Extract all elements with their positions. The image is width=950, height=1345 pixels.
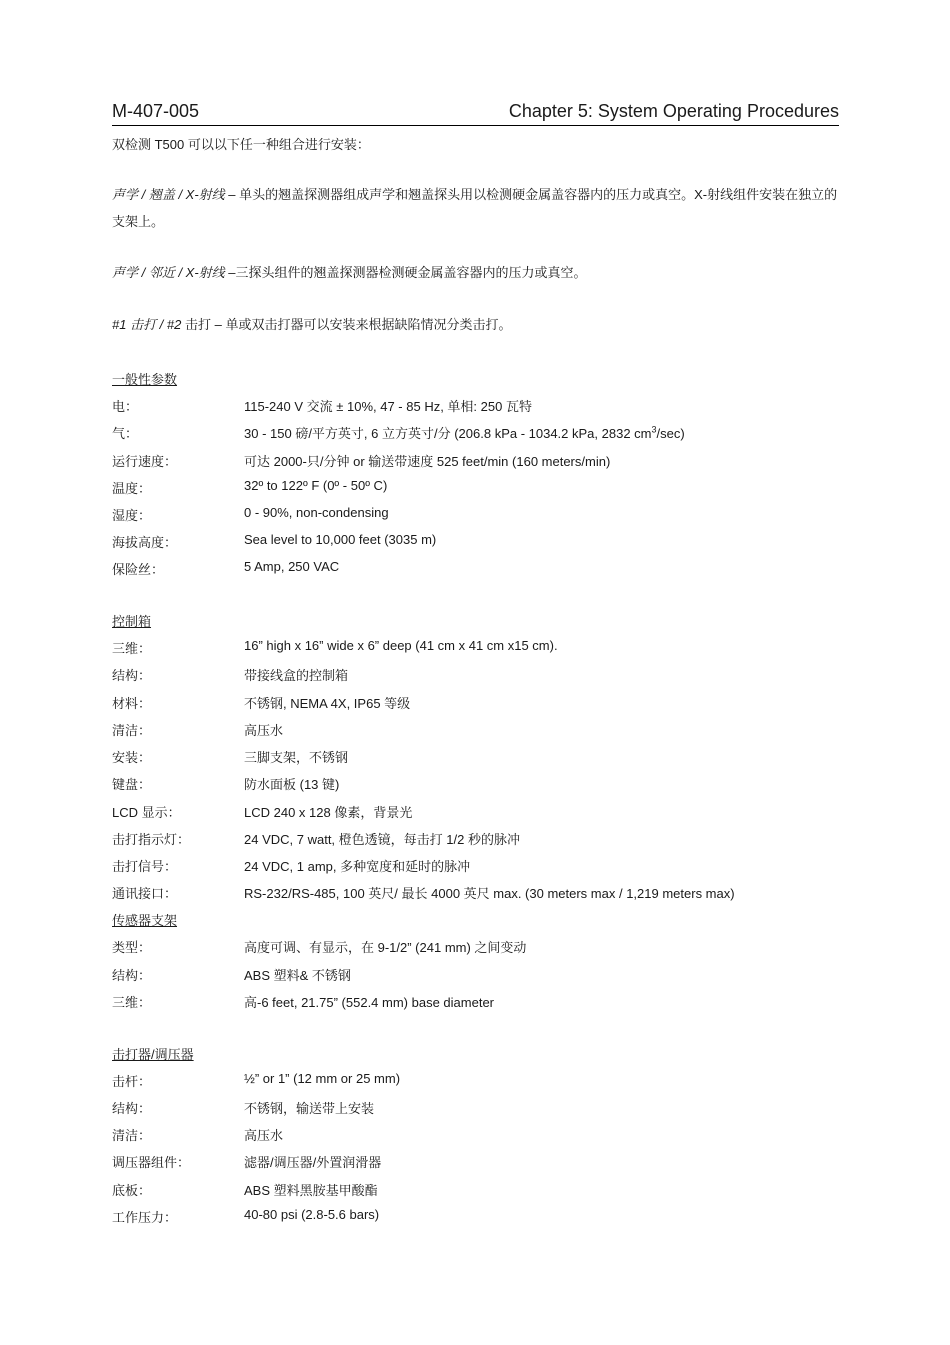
spec-key: 安装： bbox=[112, 750, 152, 765]
option-acoustic-proximity-xray bbox=[112, 259, 839, 286]
spec-value: 5 Amp, 250 VAC bbox=[244, 559, 340, 574]
section-title-general: 一般性参数 bbox=[112, 372, 178, 387]
spec-key: 通讯接口： bbox=[112, 886, 178, 901]
document-id: M-407-005 bbox=[112, 101, 200, 121]
spec-key: 结构： bbox=[112, 1101, 152, 1116]
section-title-striker: 击打器/调压器 bbox=[112, 1047, 194, 1062]
chapter-title: Chapter 5: System Operating Procedures bbox=[508, 101, 839, 121]
spec-key: LCD 显示： bbox=[112, 805, 181, 820]
spec-value: LCD 240 x 128 像素，背景光 bbox=[244, 805, 413, 820]
spec-value: 24 VDC, 1 amp, 多种宽度和延时的脉冲 bbox=[244, 859, 471, 874]
spec-value: RS-232/RS-485, 100 英尺/ 最长 4000 英尺 max. (30 meters max / 1,219 meters max) bbox=[244, 886, 735, 901]
spec-value: 0 - 90%, non-condensing bbox=[244, 505, 389, 520]
spec-value: 115-240 V 交流 ± 10%, 47 - 85 Hz, 单相: 250 瓦特 bbox=[244, 399, 532, 414]
spec-key: 三维： bbox=[112, 995, 152, 1010]
spec-key: 键盘： bbox=[112, 777, 152, 792]
spec-value: 可达 2000-只/分钟 or 输送带速度 525 feet/min (160 meters/min) bbox=[244, 454, 611, 469]
spec-key: 三维： bbox=[112, 641, 152, 656]
spec-value: 高压水 bbox=[244, 1128, 284, 1143]
spec-key: 温度： bbox=[112, 481, 152, 496]
option-title: 声学 / 翘盖 / X-射线 – bbox=[112, 187, 236, 202]
spec-key: 底板： bbox=[112, 1183, 152, 1198]
spec-value: 滤器/调压器/外置润滑器 bbox=[244, 1155, 382, 1170]
spec-key: 类型： bbox=[112, 940, 152, 955]
spec-key: 工作压力： bbox=[112, 1210, 178, 1225]
option-acoustic-flip-xray bbox=[112, 181, 839, 235]
spec-value: 高压水 bbox=[244, 723, 284, 738]
spec-value: 40-80 psi (2.8-5.6 bars) bbox=[244, 1207, 380, 1222]
spec-value: 不锈钢, NEMA 4X, IP65 等级 bbox=[244, 696, 411, 711]
spec-value: ½” or 1” (12 mm or 25 mm) bbox=[244, 1071, 401, 1086]
spec-value: 16” high x 16” wide x 6” deep (41 cm x 41 cm x15 cm). bbox=[244, 638, 558, 653]
section-title-control-box: 控制箱 bbox=[112, 614, 152, 629]
spec-key: 清洁： bbox=[112, 723, 152, 738]
spec-key: 结构： bbox=[112, 968, 152, 983]
intro-text: 双检测 T500 可以以下任一种组合进行安装： bbox=[112, 137, 370, 152]
spec-key: 海拔高度： bbox=[112, 535, 178, 550]
spec-value: 高-6 feet, 21.75” (552.4 mm) base diameter bbox=[244, 995, 495, 1010]
spec-key: 击打信号： bbox=[112, 859, 178, 874]
spec-key: 清洁： bbox=[112, 1128, 152, 1143]
spec-value: 防水面板 (13 键) bbox=[244, 777, 340, 792]
option-text: 单头的翘盖探测器组成声学和翘盖探头用以检测硬金属盖容器内的压力或真空。X-射线组件安装在独立的支架上。 bbox=[112, 187, 838, 229]
section-title-sensor-stand: 传感器支架 bbox=[112, 913, 178, 928]
option-title: #1 击打 / #2 bbox=[112, 317, 182, 332]
spec-value: 32º to 122º F (0º - 50º C) bbox=[244, 478, 388, 493]
spec-key: 材料： bbox=[112, 696, 152, 711]
option-title: 声学 / 邻近 / X-射线 bbox=[112, 265, 225, 280]
option-strikers bbox=[112, 311, 839, 338]
spec-key: 保险丝： bbox=[112, 562, 165, 577]
spec-key: 湿度： bbox=[112, 508, 152, 523]
spec-value: 30 - 150 磅/平方英寸, 6 立方英寸/分 (206.8 kPa - 1034.2 kPa, 2832 $cm^3/\sec$) bbox=[244, 424, 685, 441]
spec-value: 三脚支架，不锈钢 bbox=[244, 750, 349, 765]
spec-value: Sea level to 10,000 feet (3035 m) bbox=[244, 532, 437, 547]
option-text: –三探头组件的翘盖探测器检测硬金属盖容器内的压力或真空。 bbox=[224, 265, 587, 280]
spec-value: 高度可调、有显示，在 9-1/2” (241 mm) 之间变动 bbox=[244, 940, 527, 955]
spec-key: 击打指示灯： bbox=[112, 832, 191, 847]
spec-value: 带接线盒的控制箱 bbox=[244, 668, 349, 683]
spec-key: 调压器组件： bbox=[112, 1155, 191, 1170]
spec-key: 运行速度： bbox=[112, 454, 178, 469]
spec-key: 击杆： bbox=[112, 1074, 152, 1089]
spec-value: 不锈钢，输送带上安装 bbox=[244, 1101, 375, 1116]
spec-value: 24 VDC, 7 watt, 橙色透镜，每击打 1/2 秒的脉冲 bbox=[244, 832, 520, 847]
option-text: 击打 – 单或双击打器可以安装来根据缺陷情况分类击打。 bbox=[181, 317, 512, 332]
spec-key: 结构： bbox=[112, 668, 152, 683]
spec-key: 气： bbox=[112, 426, 139, 441]
spec-key: 电： bbox=[112, 399, 139, 414]
spec-value: ABS 塑料黑胺基甲酸酯 bbox=[244, 1183, 378, 1198]
page-header bbox=[112, 101, 839, 126]
spec-value: ABS 塑料& 不锈钢 bbox=[244, 968, 351, 983]
